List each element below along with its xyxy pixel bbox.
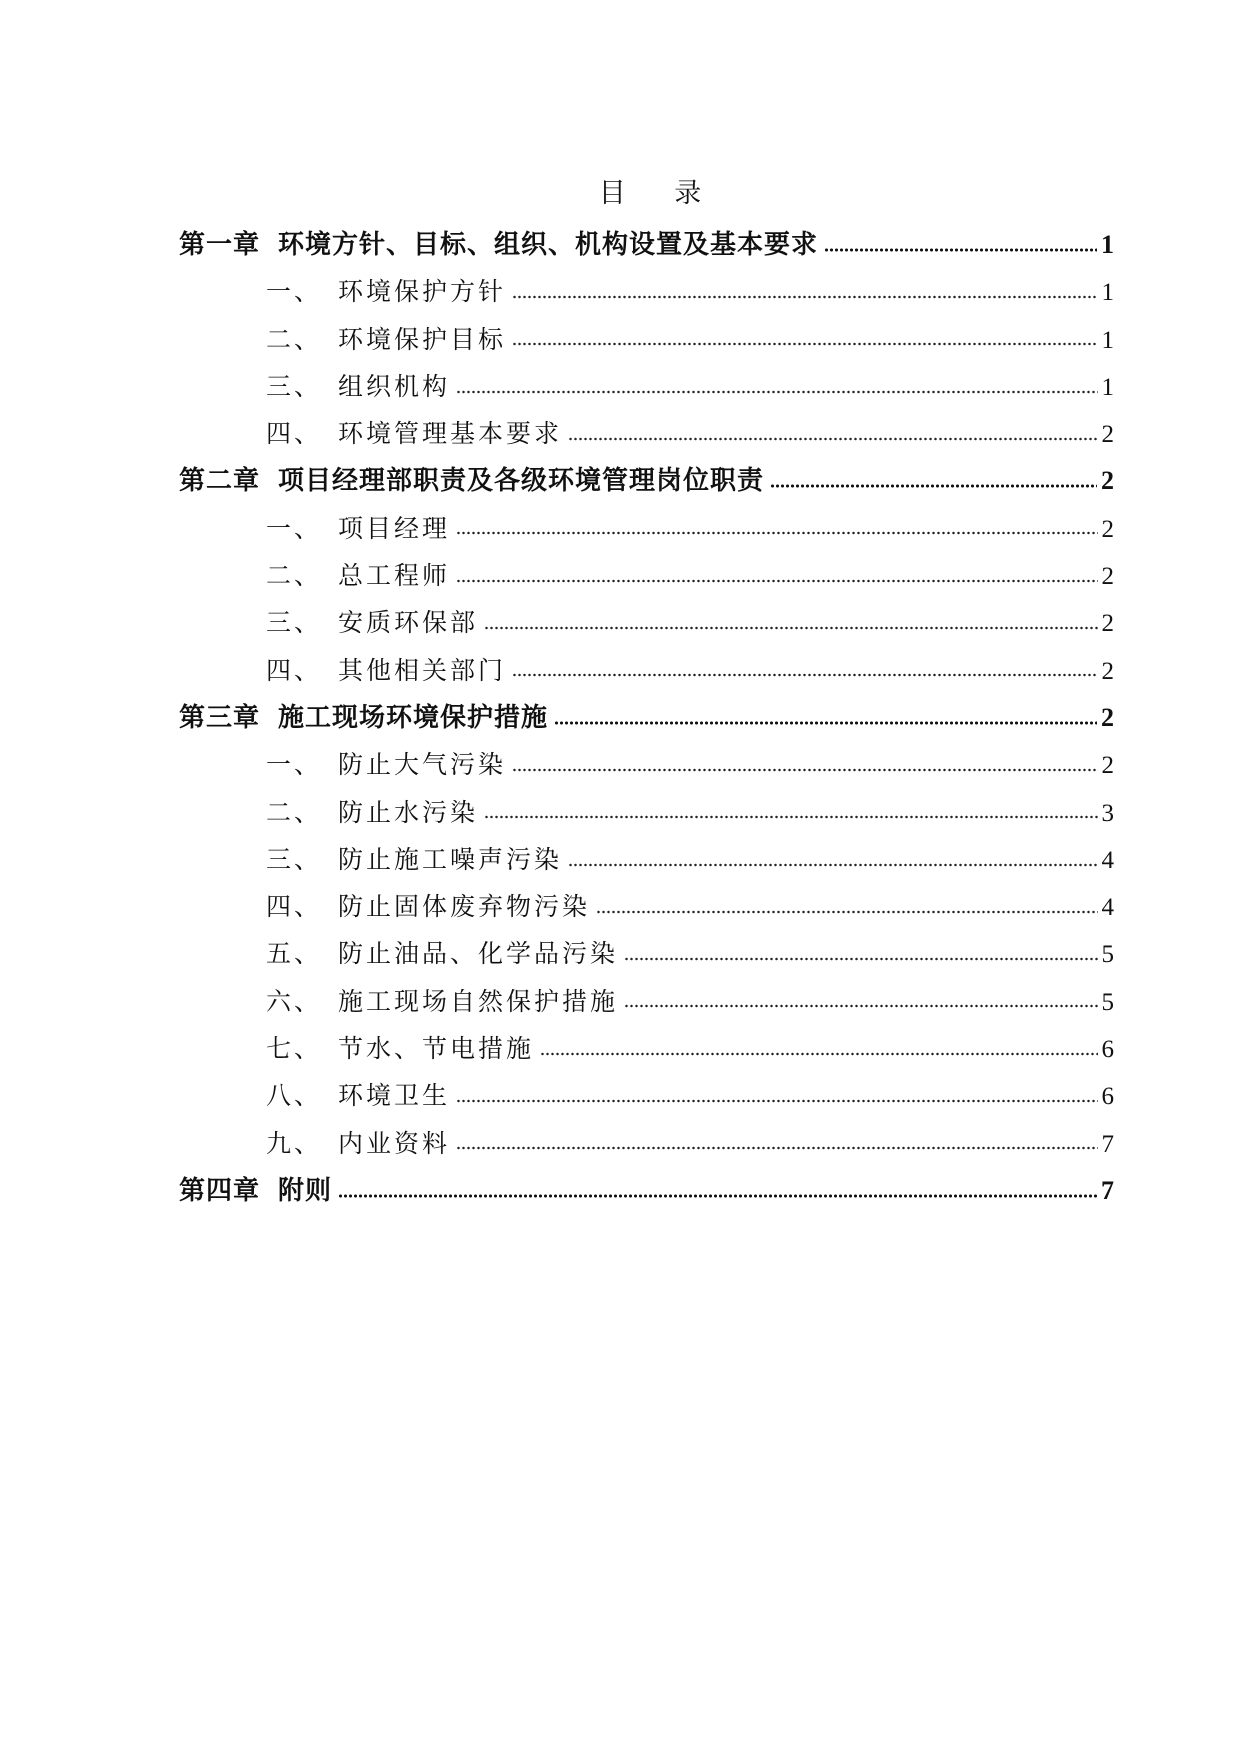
toc-section-entry[interactable]: [179, 978, 1114, 1025]
toc-section-entry[interactable]: [179, 410, 1114, 457]
toc-section-entry[interactable]: [179, 599, 1114, 646]
toc-dot-leader: [456, 1145, 1097, 1151]
toc-dot-leader: [624, 956, 1097, 962]
toc-entry-label: 其他相关部门: [338, 655, 507, 685]
toc-entry-number: 第一章: [179, 230, 261, 260]
toc-entry-label: 项目经理部职责及各级环境管理岗位职责: [278, 466, 765, 497]
toc-entry-number: 二、: [266, 324, 323, 354]
toc-entry-page-number: 1: [1101, 326, 1114, 354]
toc-entry-label: 环境保护方针: [338, 277, 507, 307]
toc-chapter-entry[interactable]: [179, 457, 1114, 504]
toc-entry-label: 组织机构: [338, 371, 451, 401]
toc-dot-leader: [512, 672, 1097, 678]
toc-entry-label: 总工程师: [338, 561, 451, 591]
toc-entry-page-number: 2: [1101, 466, 1114, 496]
toc-entry-number: 七、: [266, 1034, 323, 1064]
toc-entry-number: 二、: [266, 561, 323, 591]
toc-section-entry[interactable]: [179, 1025, 1114, 1072]
toc-dot-leader: [554, 720, 1097, 726]
toc-entry-label: 安质环保部: [338, 608, 479, 638]
toc-entry-number: 四、: [266, 655, 323, 685]
toc-entry-page-number: 1: [1101, 230, 1114, 259]
toc-entry-page-number: 2: [1101, 563, 1114, 591]
toc-entry-number: 三、: [266, 371, 323, 401]
toc-entry-label: 防止油品、化学品污染: [338, 939, 619, 969]
toc-entry-number: 五、: [266, 939, 323, 969]
toc-entry-page-number: 2: [1101, 702, 1114, 732]
toc-section-entry[interactable]: [179, 647, 1114, 694]
toc-entry-label: 环境方针、目标、组织、机构设置及基本要求: [278, 230, 819, 260]
toc-entry-label: 项目经理: [338, 513, 451, 543]
toc-entry-label: 环境保护目标: [338, 324, 507, 354]
toc-entry-number: 四、: [266, 892, 323, 922]
toc-chapter-entry[interactable]: [179, 221, 1114, 268]
toc-entry-label: 施工现场环境保护措施: [278, 702, 549, 733]
toc-entry-page-number: 2: [1101, 657, 1114, 685]
toc-entry-page-number: 7: [1101, 1130, 1114, 1158]
toc-dot-leader: [624, 1003, 1097, 1009]
toc-entry-number: 六、: [266, 986, 323, 1016]
toc-dot-leader: [568, 862, 1097, 868]
toc-entry-number: 三、: [266, 608, 323, 638]
toc-section-entry[interactable]: [179, 1072, 1114, 1119]
toc-dot-leader: [512, 341, 1097, 347]
toc-entry-page-number: 1: [1101, 279, 1114, 307]
toc-entry-page-number: 7: [1101, 1175, 1114, 1205]
toc-dot-leader: [824, 247, 1097, 253]
toc-entry-number: 八、: [266, 1081, 323, 1111]
toc-section-entry[interactable]: [179, 505, 1114, 552]
toc-entry-page-number: 6: [1101, 1036, 1114, 1064]
toc-entry-label: 节水、节电措施: [338, 1034, 535, 1064]
toc-entry-number: 一、: [266, 513, 323, 543]
toc-entry-page-number: 5: [1101, 988, 1114, 1016]
toc-dot-leader: [512, 294, 1097, 300]
toc-dot-leader: [484, 625, 1097, 631]
toc-section-entry[interactable]: [179, 930, 1114, 977]
toc-entry-page-number: 4: [1101, 846, 1114, 874]
toc-dot-leader: [540, 1051, 1097, 1057]
toc-entry-page-number: 1: [1101, 373, 1114, 401]
toc-chapter-entry[interactable]: [179, 1167, 1114, 1214]
table-of-contents: [179, 221, 1114, 1214]
toc-dot-leader: [484, 814, 1097, 820]
toc-entry-page-number: 2: [1101, 515, 1114, 543]
toc-entry-number: 二、: [266, 797, 323, 827]
toc-chapter-entry[interactable]: [179, 694, 1114, 741]
toc-entry-number: 一、: [266, 277, 323, 307]
toc-entry-number: 一、: [266, 750, 323, 780]
toc-entry-label: 环境管理基本要求: [338, 419, 563, 449]
toc-dot-leader: [456, 578, 1097, 584]
toc-entry-label: 附则: [278, 1175, 333, 1206]
toc-entry-label: 环境卫生: [338, 1081, 451, 1111]
toc-entry-label: 防止施工噪声污染: [338, 844, 563, 874]
toc-dot-leader: [456, 389, 1097, 395]
toc-entry-number: 三、: [266, 844, 323, 874]
toc-entry-label: 内业资料: [338, 1128, 451, 1158]
toc-dot-leader: [770, 483, 1097, 489]
toc-section-entry[interactable]: [179, 363, 1114, 410]
toc-entry-number: 第三章: [179, 702, 261, 733]
toc-entry-page-number: 2: [1101, 421, 1114, 449]
toc-entry-page-number: 4: [1101, 894, 1114, 922]
toc-section-entry[interactable]: [179, 1120, 1114, 1167]
toc-entry-label: 防止固体废弃物污染: [338, 892, 591, 922]
toc-dot-leader: [512, 767, 1097, 773]
toc-section-entry[interactable]: [179, 741, 1114, 788]
toc-section-entry[interactable]: [179, 836, 1114, 883]
toc-section-entry[interactable]: [179, 552, 1114, 599]
toc-dot-leader: [456, 530, 1097, 536]
toc-dot-leader: [338, 1193, 1097, 1199]
toc-entry-page-number: 3: [1101, 799, 1114, 827]
toc-section-entry[interactable]: [179, 316, 1114, 363]
toc-entry-label: 防止水污染: [338, 797, 479, 827]
toc-entry-number: 第二章: [179, 466, 261, 497]
toc-entry-number: 第四章: [179, 1175, 261, 1206]
toc-dot-leader: [568, 436, 1097, 442]
toc-section-entry[interactable]: [179, 789, 1114, 836]
toc-entry-page-number: 5: [1101, 941, 1114, 969]
toc-dot-leader: [596, 909, 1097, 915]
toc-dot-leader: [456, 1098, 1097, 1104]
toc-entry-number: 四、: [266, 419, 323, 449]
toc-entry-page-number: 6: [1101, 1083, 1114, 1111]
toc-entry-page-number: 2: [1101, 752, 1114, 780]
toc-entry-label: 防止大气污染: [338, 750, 507, 780]
toc-entry-number: 九、: [266, 1128, 323, 1158]
toc-title: 目 录: [598, 178, 722, 209]
toc-section-entry[interactable]: [179, 883, 1114, 930]
toc-section-entry[interactable]: [179, 268, 1114, 315]
toc-entry-page-number: 2: [1101, 610, 1114, 638]
toc-entry-label: 施工现场自然保护措施: [338, 986, 619, 1016]
